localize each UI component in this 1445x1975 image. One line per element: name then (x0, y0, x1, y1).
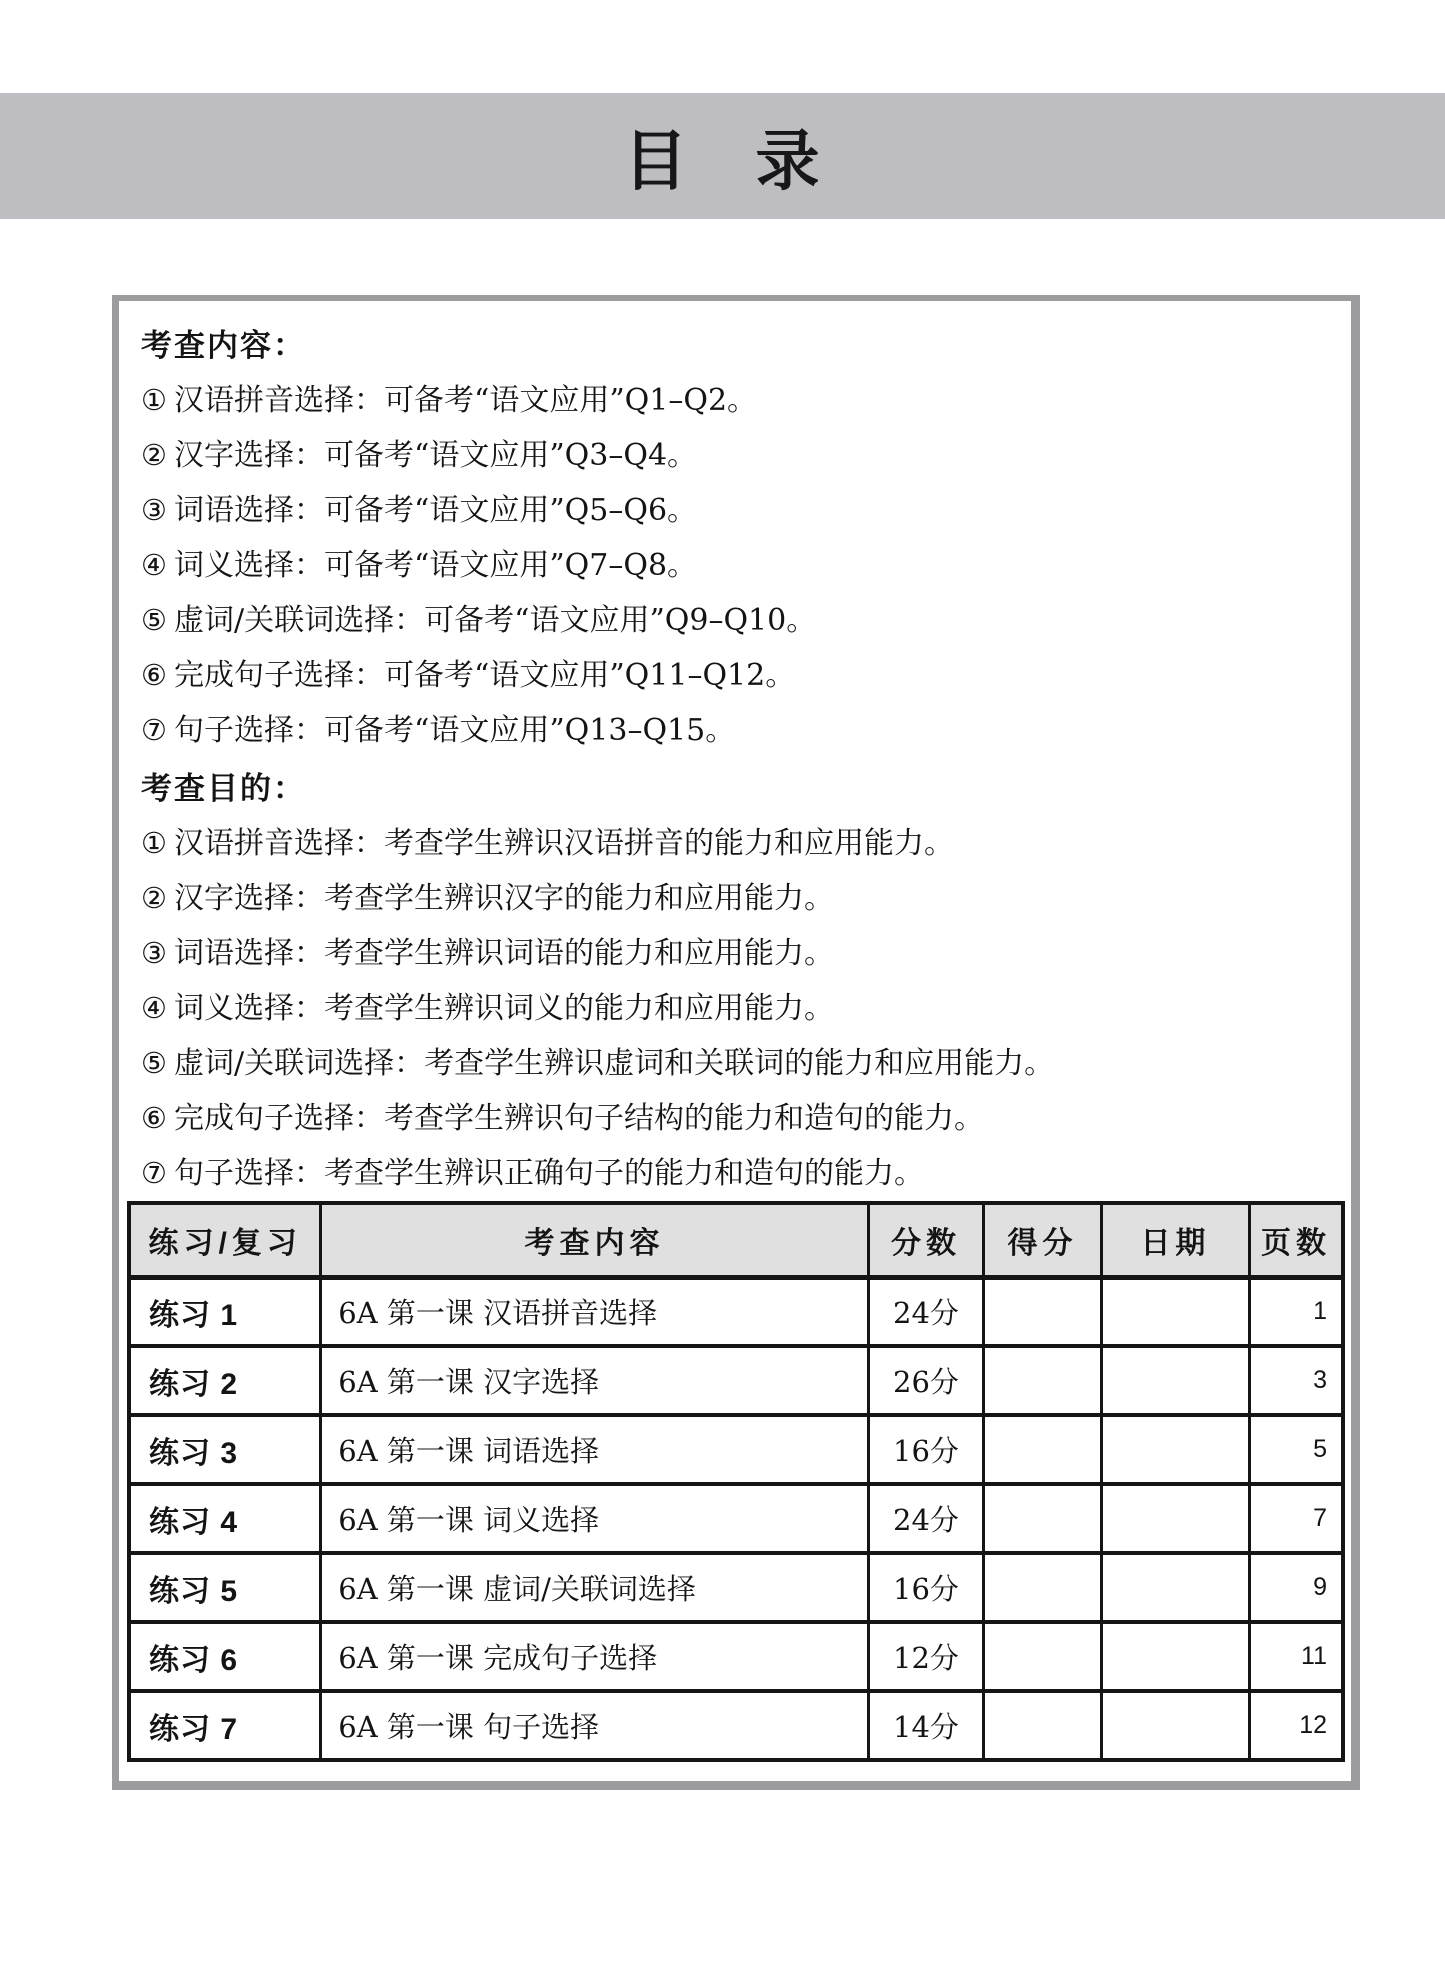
item-text: 词义选择：考查学生辨识词义的能力和应用能力。 (174, 991, 834, 1026)
content-item-7 (141, 703, 1327, 758)
circled-number: ⑦ (141, 713, 167, 747)
exercise-content: 6A 第一课 汉字选择 (321, 1346, 869, 1415)
content-item-3 (141, 483, 1327, 538)
exercise-label: 练习 7 (129, 1691, 321, 1760)
exercise-score: 24分 (868, 1277, 983, 1346)
circled-number: ⑤ (141, 1046, 167, 1080)
page-number: 7 (1249, 1484, 1343, 1553)
exercise-label: 练习 3 (129, 1415, 321, 1484)
item-text: 虚词/关联词选择：可备考“语文应用”Q9–Q10。 (174, 603, 817, 638)
table-row (129, 1553, 1343, 1622)
item-text: 句子选择：考查学生辨识正确句子的能力和造句的能力。 (174, 1156, 924, 1191)
page-number: 9 (1249, 1553, 1343, 1622)
section-exam-purpose (141, 762, 1327, 1201)
exercise-score: 16分 (868, 1553, 983, 1622)
item-text: 词语选择：考查学生辨识词语的能力和应用能力。 (174, 936, 834, 971)
exercise-content: 6A 第一课 虚词/关联词选择 (321, 1553, 869, 1622)
purpose-item-5 (141, 1036, 1327, 1091)
section-heading: 考查目的： (141, 771, 306, 806)
circled-number: ⑥ (141, 658, 167, 692)
circled-number: ④ (141, 991, 167, 1025)
exercise-label: 练习 6 (129, 1622, 321, 1691)
table-row (129, 1691, 1343, 1760)
toc-table (127, 1201, 1345, 1762)
date-cell (1101, 1622, 1249, 1691)
circled-number: ③ (141, 493, 167, 527)
exercise-score: 14分 (868, 1691, 983, 1760)
table-row (129, 1346, 1343, 1415)
content-item-1 (141, 373, 1327, 428)
circled-number: ⑤ (141, 603, 167, 637)
earned-score-cell (984, 1484, 1102, 1553)
exercise-content: 6A 第一课 句子选择 (321, 1691, 869, 1760)
section-heading: 考查内容： (141, 328, 306, 363)
page-number: 12 (1249, 1691, 1343, 1760)
circled-number: ② (141, 881, 167, 915)
earned-score-cell (984, 1277, 1102, 1346)
table-row (129, 1415, 1343, 1484)
table-header-row (129, 1203, 1343, 1277)
earned-score-cell (984, 1415, 1102, 1484)
col-header-page: 页数 (1249, 1203, 1343, 1277)
exercise-label: 练习 2 (129, 1346, 321, 1415)
date-cell (1101, 1346, 1249, 1415)
title-band (0, 93, 1445, 219)
col-header-content: 考查内容 (321, 1203, 869, 1277)
date-cell (1101, 1415, 1249, 1484)
earned-score-cell (984, 1691, 1102, 1760)
earned-score-cell (984, 1553, 1102, 1622)
exercise-content: 6A 第一课 词义选择 (321, 1484, 869, 1553)
page-number: 1 (1249, 1277, 1343, 1346)
item-text: 词语选择：可备考“语文应用”Q5–Q6。 (174, 493, 698, 528)
content-item-6 (141, 648, 1327, 703)
exercise-score: 26分 (868, 1346, 983, 1415)
content-item-5 (141, 593, 1327, 648)
page-title: 目 录 (623, 124, 822, 200)
exercise-score: 12分 (868, 1622, 983, 1691)
item-text: 汉字选择：考查学生辨识汉字的能力和应用能力。 (174, 881, 834, 916)
table-row (129, 1622, 1343, 1691)
exercise-label: 练习 5 (129, 1553, 321, 1622)
page-number: 5 (1249, 1415, 1343, 1484)
exercise-label: 练习 4 (129, 1484, 321, 1553)
exercise-content: 6A 第一课 词语选择 (321, 1415, 869, 1484)
date-cell (1101, 1484, 1249, 1553)
circled-number: ④ (141, 548, 167, 582)
col-header-earned: 得分 (984, 1203, 1102, 1277)
page-number: 11 (1249, 1622, 1343, 1691)
item-text: 完成句子选择：可备考“语文应用”Q11–Q12。 (174, 658, 796, 693)
sections (119, 301, 1351, 1201)
item-text: 虚词/关联词选择：考查学生辨识虚词和关联词的能力和应用能力。 (174, 1046, 1055, 1081)
exercise-label: 练习 1 (129, 1277, 321, 1346)
table-row (129, 1484, 1343, 1553)
circled-number: ⑥ (141, 1101, 167, 1135)
col-header-score: 分数 (868, 1203, 983, 1277)
purpose-item-4 (141, 981, 1327, 1036)
purpose-item-3 (141, 926, 1327, 981)
purpose-item-7 (141, 1146, 1327, 1201)
content-frame (112, 295, 1360, 1790)
date-cell (1101, 1553, 1249, 1622)
col-header-exercise: 练习/复习 (129, 1203, 321, 1277)
exercise-content: 6A 第一课 汉语拼音选择 (321, 1277, 869, 1346)
page-number: 3 (1249, 1346, 1343, 1415)
item-text: 词义选择：可备考“语文应用”Q7–Q8。 (174, 548, 698, 583)
purpose-item-1 (141, 816, 1327, 871)
content-item-4 (141, 538, 1327, 593)
col-header-date: 日期 (1101, 1203, 1249, 1277)
date-cell (1101, 1691, 1249, 1760)
item-text: 句子选择：可备考“语文应用”Q13–Q15。 (174, 713, 736, 748)
circled-number: ① (141, 383, 167, 417)
item-text: 汉语拼音选择：可备考“语文应用”Q1–Q2。 (174, 383, 758, 418)
item-text: 完成句子选择：考查学生辨识句子结构的能力和造句的能力。 (174, 1101, 984, 1136)
circled-number: ① (141, 826, 167, 860)
exercise-score: 16分 (868, 1415, 983, 1484)
circled-number: ② (141, 438, 167, 472)
content-item-2 (141, 428, 1327, 483)
circled-number: ⑦ (141, 1156, 167, 1190)
table-row (129, 1277, 1343, 1346)
circled-number: ③ (141, 936, 167, 970)
exercise-score: 24分 (868, 1484, 983, 1553)
purpose-item-6 (141, 1091, 1327, 1146)
exercise-content: 6A 第一课 完成句子选择 (321, 1622, 869, 1691)
earned-score-cell (984, 1622, 1102, 1691)
purpose-item-2 (141, 871, 1327, 926)
item-text: 汉字选择：可备考“语文应用”Q3–Q4。 (174, 438, 698, 473)
earned-score-cell (984, 1346, 1102, 1415)
section-exam-content (141, 319, 1327, 758)
item-text: 汉语拼音选择：考查学生辨识汉语拼音的能力和应用能力。 (174, 826, 954, 861)
date-cell (1101, 1277, 1249, 1346)
